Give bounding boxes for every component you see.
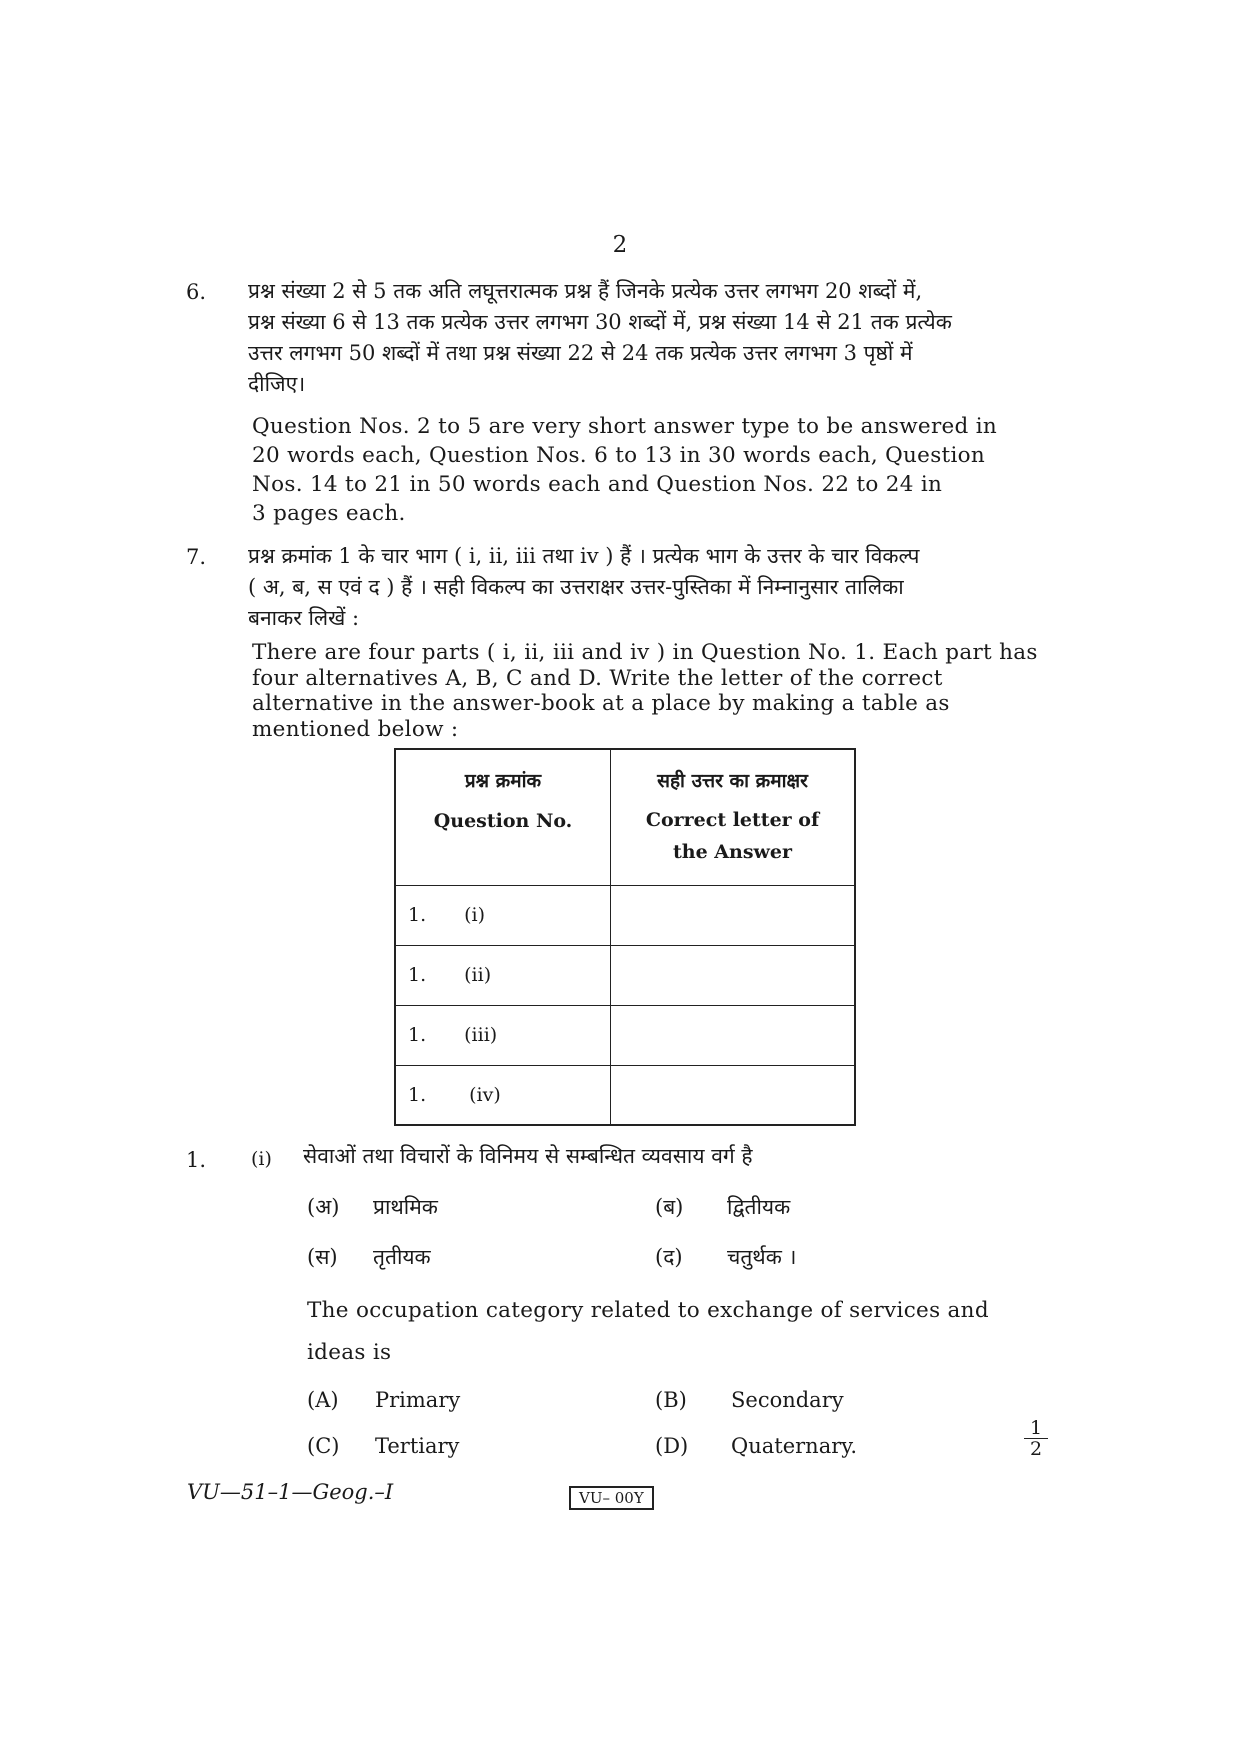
header-question-no <box>395 749 611 885</box>
instruction-6-english <box>252 412 1052 528</box>
text-line: उत्तर लगभग 50 शब्दों में तथा प्रश्न संख्या 22 से 24 तक प्रत्येक उत्तर लगभग 3 पृष्ठों में <box>248 341 913 365</box>
table-row <box>395 1005 855 1065</box>
question-part: (ii) <box>464 964 492 986</box>
instruction-7-hindi <box>248 541 1054 634</box>
question-number: 1. <box>408 904 427 926</box>
option-label: (ब) <box>655 1195 684 1219</box>
answer-cell <box>611 885 856 945</box>
instruction-7-number: 7. <box>186 545 207 569</box>
option-english-d <box>655 1434 857 1458</box>
option-hindi-c <box>307 1243 431 1271</box>
instruction-7-english <box>252 640 1052 742</box>
text-line: Nos. 14 to 21 in 50 words each and Question Nos. 22 to 24 in <box>252 472 943 497</box>
question-cell <box>395 1065 611 1125</box>
text-line: प्रश्न क्रमांक 1 के चार भाग ( i, ii, iii तथा iv ) हैं । प्रत्येक भाग के उत्तर के चार विकल्प <box>248 544 920 568</box>
header-hindi: प्रश्न क्रमांक <box>464 770 542 792</box>
question-1-subpart: (i) <box>251 1148 272 1170</box>
question-part: (iv) <box>469 1083 501 1106</box>
text-line: alternative in the answer-book at a place by making a table as <box>252 691 950 716</box>
option-label: (अ) <box>307 1195 340 1219</box>
option-text: चतुर्थक । <box>727 1245 797 1269</box>
header-english: the Answer <box>672 841 792 863</box>
option-hindi-b <box>655 1193 791 1221</box>
question-english <box>307 1290 1052 1374</box>
text-line: The occupation category related to exchange of services and <box>307 1298 989 1323</box>
question-cell <box>395 1005 611 1065</box>
option-hindi-d <box>655 1243 797 1271</box>
text-line: There are four parts ( i, ii, iii and iv ) in Question No. 1. Each part has <box>252 640 1038 665</box>
text-line: Question Nos. 2 to 5 are very short answer type to be answered in <box>252 414 998 439</box>
text-line: mentioned below : <box>252 716 459 742</box>
option-text: तृतीयक <box>373 1245 431 1269</box>
marks-denominator: 2 <box>1029 1438 1043 1460</box>
option-text: द्वितीयक <box>727 1195 791 1219</box>
text-line: 20 words each, Question Nos. 6 to 13 in 30 words each, Question <box>252 443 986 468</box>
option-label: (D) <box>655 1434 689 1458</box>
option-label: (A) <box>307 1388 339 1412</box>
question-cell <box>395 945 611 1005</box>
table-row <box>395 885 855 945</box>
option-text: Quaternary. <box>731 1434 857 1458</box>
option-label: (B) <box>655 1388 687 1412</box>
option-label: (C) <box>307 1434 340 1458</box>
answer-cell <box>611 945 856 1005</box>
header-correct-letter <box>611 749 856 885</box>
marks-numerator: 1 <box>1024 1418 1048 1439</box>
question-1-number: 1. <box>186 1148 207 1172</box>
question-part: (iii) <box>464 1024 498 1046</box>
text-line: दीजिए। <box>248 372 306 396</box>
option-text: प्राथमिक <box>373 1195 438 1219</box>
text-line: प्रश्न संख्या 6 से 13 तक प्रत्येक उत्तर लगभग 30 शब्दों में, प्रश्न संख्या 14 से 21 तक प्रत्येक <box>248 310 952 334</box>
answer-cell <box>611 1005 856 1065</box>
header-hindi: सही उत्तर का क्रमाक्षर <box>657 770 808 792</box>
text-line: four alternatives A, B, C and D. Write the letter of the correct <box>252 665 943 691</box>
option-english-a <box>307 1388 461 1412</box>
question-hindi: सेवाओं तथा विचारों के विनिमय से सम्बन्धित व्यवसाय वर्ग है <box>303 1144 753 1168</box>
text-line: प्रश्न संख्या 2 से 5 तक अति लघूत्तरात्मक प्रश्न हैं जिनके प्रत्येक उत्तर लगभग 20 शब्दों में, <box>248 279 923 303</box>
option-text: Tertiary <box>375 1434 460 1458</box>
option-text: Primary <box>375 1388 461 1412</box>
text-line: ideas is <box>307 1340 392 1365</box>
marks-fraction <box>1024 1418 1048 1459</box>
page-number: 2 <box>612 232 628 258</box>
answer-table <box>394 748 856 1126</box>
option-english-c <box>307 1434 460 1458</box>
question-number: 1. <box>408 1024 427 1046</box>
text-line: 3 pages each. <box>252 501 406 526</box>
option-hindi-a <box>307 1193 438 1221</box>
question-number: 1. <box>408 1083 427 1106</box>
option-label: (द) <box>655 1245 683 1269</box>
header-english: Correct letter of <box>645 809 820 831</box>
text-line: बनाकर लिखें : <box>248 606 360 630</box>
option-label: (स) <box>307 1245 338 1269</box>
text-line: ( अ, ब, स एवं द ) हैं । सही विकल्प का उत्तराक्षर उत्तर-पुस्तिका में निम्नानुसार तालिका <box>248 575 904 599</box>
table-row <box>395 1065 855 1125</box>
table-header-row <box>395 749 855 885</box>
header-english: Question No. <box>433 810 573 832</box>
instruction-6-number: 6. <box>186 280 207 304</box>
table-row <box>395 945 855 1005</box>
question-part: (i) <box>464 904 486 926</box>
question-number: 1. <box>408 964 427 986</box>
instruction-6-hindi <box>248 276 1054 400</box>
option-text: Secondary <box>731 1388 844 1412</box>
question-cell <box>395 885 611 945</box>
paper-code: VU—51–1—Geog.–I <box>187 1480 394 1504</box>
answer-cell <box>611 1065 856 1125</box>
option-english-b <box>655 1388 844 1412</box>
series-code-box: VU– 00Y <box>569 1486 654 1510</box>
